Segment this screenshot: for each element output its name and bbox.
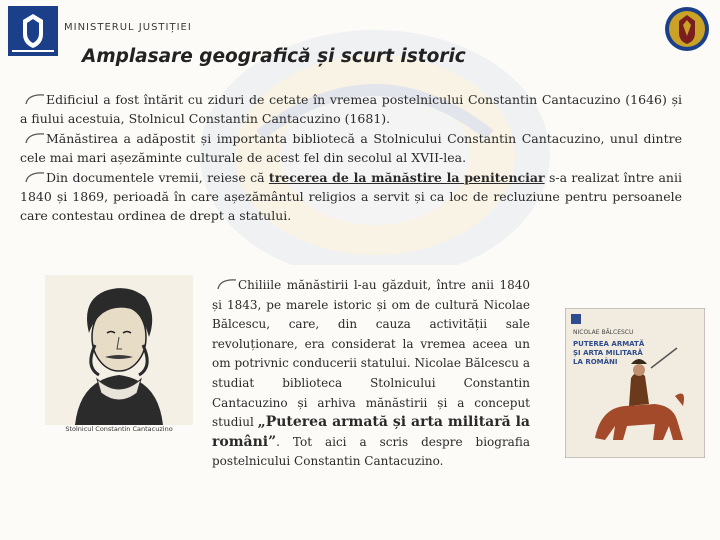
bullet-icon [20, 131, 46, 145]
paragraph-text: Din documentele vremii, reiese că [46, 170, 269, 185]
page-title: Amplasare geografică și scurt istoric [82, 46, 466, 67]
book-cover-image [565, 308, 705, 458]
emphasis-text: trecerea de la mănăstire la penitenciar [268, 170, 545, 185]
paragraph-3 [20, 168, 682, 225]
paragraph-text: s-a realizat între anii 1840 și 1869, perioadă în care așezământul religios a servit și ca loc de recluziune pentru persoanele care contestau ordinea de drept a statului. [20, 170, 682, 223]
paragraph-text: Mănăstirea a adăpostit și importanta bibliotecă a Stolnicului Constantin Cantacuzino, unul dintre cele mai mari așezăminte culturale de acest fel din secolul al XVII-lea. [20, 131, 682, 165]
ministry-label: MINISTERUL JUSTIȚIEI [64, 22, 192, 33]
paragraph-1 [20, 90, 682, 128]
book-title-line: LA ROMÂNI [573, 358, 618, 366]
book-title-line: PUTEREA ARMATĂ [573, 340, 645, 348]
book-title-text: „Puterea armată și arta militară la români” [212, 414, 531, 450]
paragraph-text: Edificiul a fost întărit cu ziduri de cetate în vremea postelnicului Constantin Cantacuzino (1646) și a fiului acestuia, Stolnicul Constantin Cantacuzino (1681). [20, 92, 682, 126]
ministry-logo [8, 6, 58, 56]
paragraph-text: . Tot aici a scris despre biografia postelnicului Constantin Cantacuzino. [212, 434, 530, 469]
portrait-image [45, 275, 193, 425]
paragraph-4 [212, 276, 530, 472]
bullet-icon [20, 92, 46, 106]
paragraph-text: Chiliile mănăstirii l-au găzduit, între anii 1840 și 1843, pe marele istoric și om de cultură Nicolae Bălcescu, care, din cauza activității sale revoluționare, era considerat la vremea aceea un om potrivnic conducerii statului. Nicolae Bălcescu a studiat biblioteca Stolnicului Constantin Cantacuzino și arhiva mănăstirii și a conceput studiul [212, 278, 530, 430]
book-title-line: ȘI ARTA MILITARĂ [573, 349, 643, 357]
paragraph-2 [20, 129, 682, 167]
emblem-icon [664, 6, 710, 52]
bullet-icon [20, 170, 46, 184]
book-author: NICOLAE BĂLCESCU [573, 329, 634, 336]
bullet-icon [212, 277, 238, 291]
portrait-caption: Stolnicul Constantin Cantacuzino [65, 425, 173, 433]
